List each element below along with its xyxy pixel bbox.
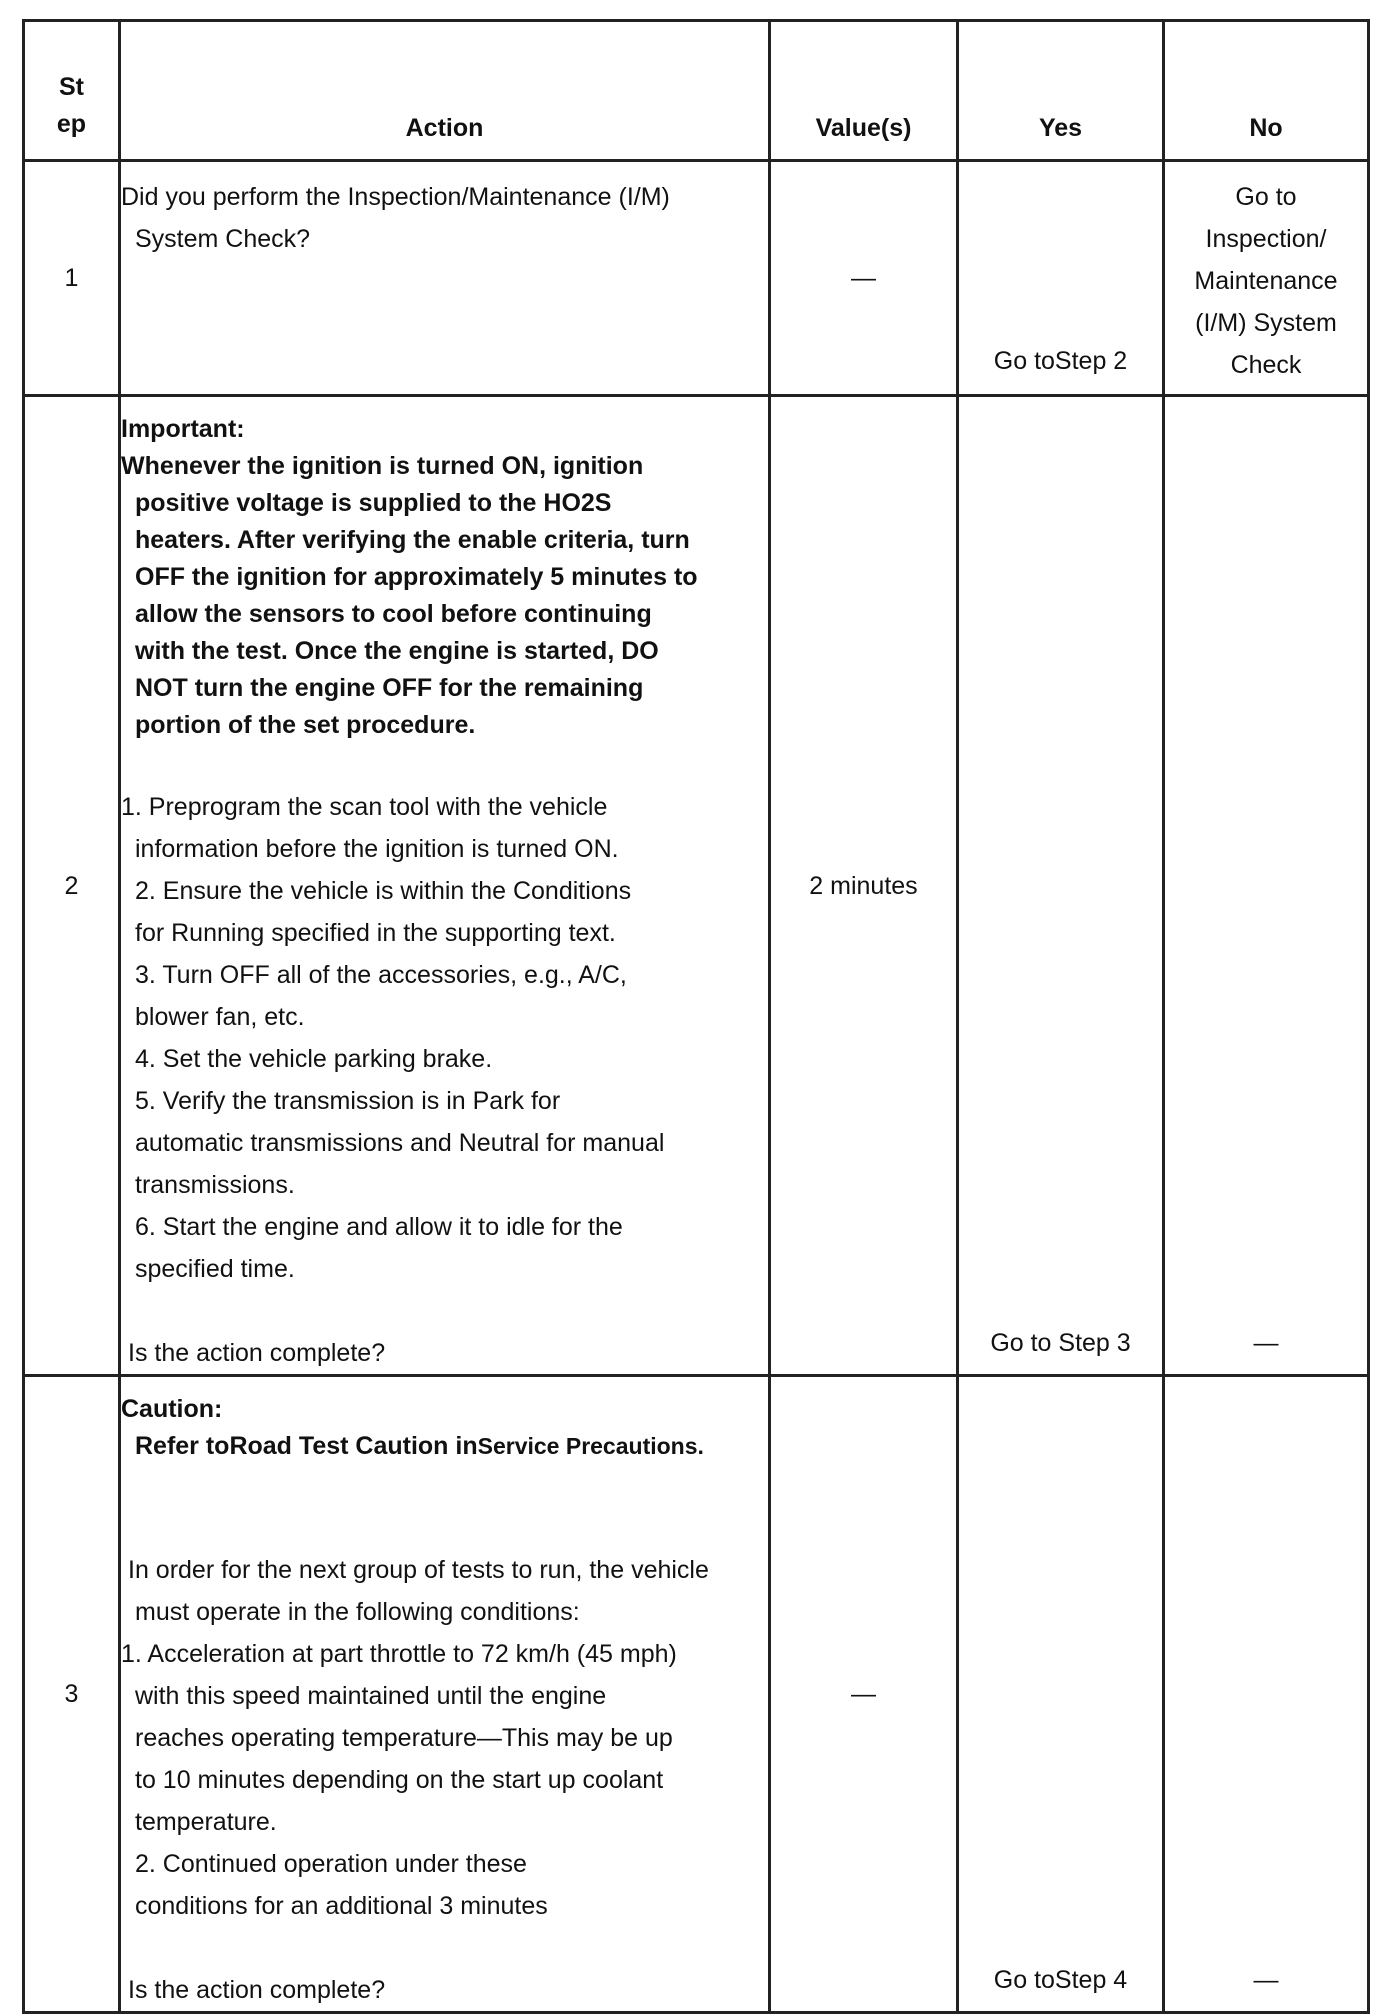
important-label: Important: [121,415,245,443]
important-line: OFF the ignition for approximately 5 minutes to [135,563,698,591]
procedure-line: 1. Acceleration at part throttle to 72 km/h (45 mph) [121,1640,677,1668]
no-line: Inspection/ [1205,225,1327,253]
caution-line [121,1428,768,1465]
step-number: 1 [24,161,120,396]
yes-cell: Go to Step 3 [958,396,1164,1376]
procedure-line: 3. Turn OFF all of the accessories, e.g., A/C, [135,961,627,989]
procedure-line: transmissions. [135,1171,295,1199]
no-line: Maintenance [1194,267,1338,295]
header-no: No [1164,21,1369,161]
table-row [24,1376,1369,2013]
value-cell: — [770,161,958,396]
yes-cell: Go toStep 4 [958,1376,1164,2013]
procedure-line: with this speed maintained until the engine [135,1682,607,1710]
value-cell: — [770,1376,958,2013]
procedure-line: temperature. [135,1808,277,1836]
procedure-line: 2. Continued operation under these [135,1850,527,1878]
header-action: Action [120,21,770,161]
procedure-line: specified time. [135,1255,295,1283]
no-line: Check [1230,351,1302,379]
header-values: Value(s) [770,21,958,161]
no-cell: — [1164,1376,1369,2013]
procedure-line: 1. Preprogram the scan tool with the vehicle [121,793,608,821]
important-line: Whenever the ignition is turned ON, ignition [121,452,644,480]
question: Is the action complete? [128,1976,386,2004]
header-step-line-2: ep [56,110,87,138]
no-line: Go to [1235,183,1297,211]
table-row [24,161,1369,396]
procedure-line: 6. Start the engine and allow it to idle for the [135,1213,623,1241]
important-line: NOT turn the engine OFF for the remaining [135,674,644,702]
procedure-table [22,19,1370,2014]
question: Is the action complete? [128,1339,386,1367]
important-line: with the test. Once the engine is started, DO [135,637,659,665]
procedure-line: conditions for an additional 3 minutes [135,1892,548,1920]
procedure-line: 5. Verify the transmission is in Park for [135,1087,561,1115]
action-line: Did you perform the Inspection/Maintenance (I/M) [121,183,670,211]
no-cell [1164,161,1369,396]
important-line: positive voltage is supplied to the HO2S [135,489,612,517]
procedure-line: automatic transmissions and Neutral for manual [135,1129,665,1157]
step-number: 3 [24,1376,120,2013]
procedure-line: reaches operating temperature—This may be up [135,1724,673,1752]
service-precautions-link[interactable]: Service Precautions. [477,1433,704,1459]
header-row [24,21,1369,161]
procedure-line: blower fan, etc. [135,1003,305,1031]
procedure-line: must operate in the following conditions: [135,1598,580,1626]
header-step-line-1: St [59,73,84,101]
action-cell [120,1376,770,2013]
no-cell: — [1164,396,1369,1376]
action-cell [120,396,770,1376]
procedure-line: 4. Set the vehicle parking brake. [135,1045,493,1073]
procedure-line: to 10 minutes depending on the start up coolant [135,1766,664,1794]
important-line: heaters. After verifying the enable criteria, turn [135,526,690,554]
header-yes: Yes [958,21,1164,161]
action-cell [120,161,770,396]
caution-label: Caution: [121,1395,223,1423]
procedure-line: information before the ignition is turned ON. [135,835,619,863]
yes-cell: Go toStep 2 [958,161,1164,396]
value-cell: 2 minutes [770,396,958,1376]
step-number: 2 [24,396,120,1376]
procedure-line: In order for the next group of tests to run, the vehicle [128,1556,709,1584]
caution-text: Refer toRoad Test Caution in [135,1432,478,1460]
action-line: System Check? [135,225,311,253]
important-line: allow the sensors to cool before continuing [135,600,652,628]
header-step [24,21,120,161]
table-row [24,396,1369,1376]
no-line: (I/M) System [1195,309,1337,337]
procedure-line: 2. Ensure the vehicle is within the Conditions [135,877,632,905]
procedure-line: for Running specified in the supporting text. [135,919,616,947]
important-line: portion of the set procedure. [135,711,476,739]
